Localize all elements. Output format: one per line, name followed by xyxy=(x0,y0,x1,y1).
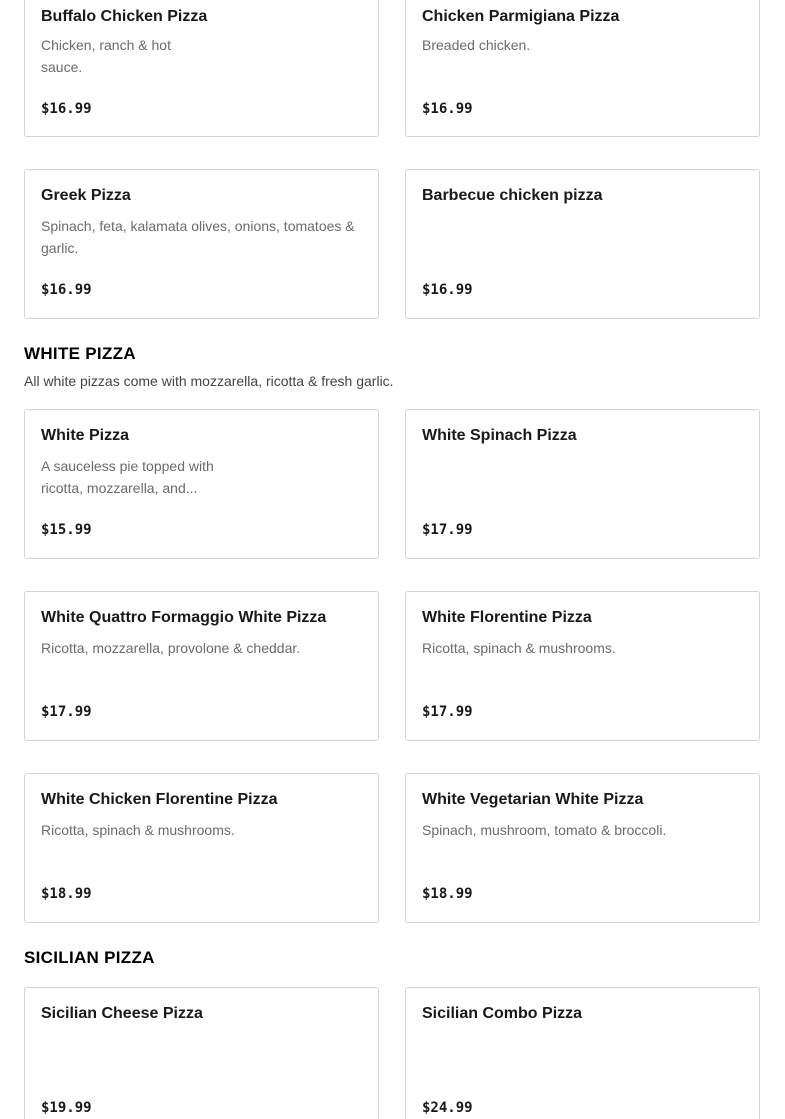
item-name: White Pizza xyxy=(41,427,130,444)
item-name: Chicken Parmigiana Pizza xyxy=(422,8,620,25)
item-price: $15.99 xyxy=(41,522,92,538)
item-name: White Vegetarian White Pizza xyxy=(422,791,644,808)
item-name: Greek Pizza xyxy=(41,187,131,204)
item-description: Ricotta, spinach & mushrooms. xyxy=(41,822,235,838)
section-subtitle: All white pizzas come with mozzarella, ricotta & fresh garlic. xyxy=(24,373,394,389)
menu-item-card[interactable] xyxy=(405,987,760,1119)
item-name: Barbecue chicken pizza xyxy=(422,187,603,204)
menu-item-card[interactable] xyxy=(24,409,379,559)
item-price: $18.99 xyxy=(41,886,92,902)
item-description: Ricotta, mozzarella, provolone & cheddar. xyxy=(41,640,301,656)
menu-item-card[interactable] xyxy=(405,0,760,137)
item-description: Spinach, feta, kalamata olives, onions, tomatoes & garlic. xyxy=(41,218,355,256)
menu-item-card[interactable] xyxy=(24,773,379,923)
section-title: WHITE PIZZA xyxy=(24,344,136,363)
item-description: Chicken, ranch & hot sauce. xyxy=(41,37,171,75)
menu-item-card[interactable] xyxy=(24,0,379,137)
menu-item-card[interactable] xyxy=(24,591,379,741)
item-name: White Quattro Formaggio White Pizza xyxy=(41,609,327,626)
item-name: White Spinach Pizza xyxy=(422,427,577,444)
menu-item-card[interactable] xyxy=(24,169,379,319)
item-price: $16.99 xyxy=(422,282,473,298)
item-description: Breaded chicken. xyxy=(422,37,531,53)
item-name: Sicilian Combo Pizza xyxy=(422,1005,583,1022)
item-description: A sauceless pie topped with ricotta, mozzarella, and... xyxy=(41,458,214,496)
item-name: White Florentine Pizza xyxy=(422,609,592,626)
item-description: Ricotta, spinach & mushrooms. xyxy=(422,640,616,656)
item-name: Sicilian Cheese Pizza xyxy=(41,1005,203,1022)
item-name: White Chicken Florentine Pizza xyxy=(41,791,278,808)
item-price: $16.99 xyxy=(41,282,92,298)
item-price: $24.99 xyxy=(422,1100,473,1116)
item-description: Spinach, mushroom, tomato & broccoli. xyxy=(422,822,667,838)
item-price: $18.99 xyxy=(422,886,473,902)
menu-item-card[interactable] xyxy=(405,409,760,559)
item-price: $16.99 xyxy=(422,101,473,117)
menu-item-card[interactable] xyxy=(405,169,760,319)
item-name: Buffalo Chicken Pizza xyxy=(41,8,208,25)
item-price: $16.99 xyxy=(41,101,92,117)
menu-item-card[interactable] xyxy=(405,773,760,923)
item-price: $17.99 xyxy=(422,522,473,538)
menu-item-card[interactable] xyxy=(24,987,379,1119)
section-title: SICILIAN PIZZA xyxy=(24,948,155,967)
menu-item-card[interactable] xyxy=(405,591,760,741)
item-price: $17.99 xyxy=(41,704,92,720)
item-price: $17.99 xyxy=(422,704,473,720)
item-price: $19.99 xyxy=(41,1100,92,1116)
